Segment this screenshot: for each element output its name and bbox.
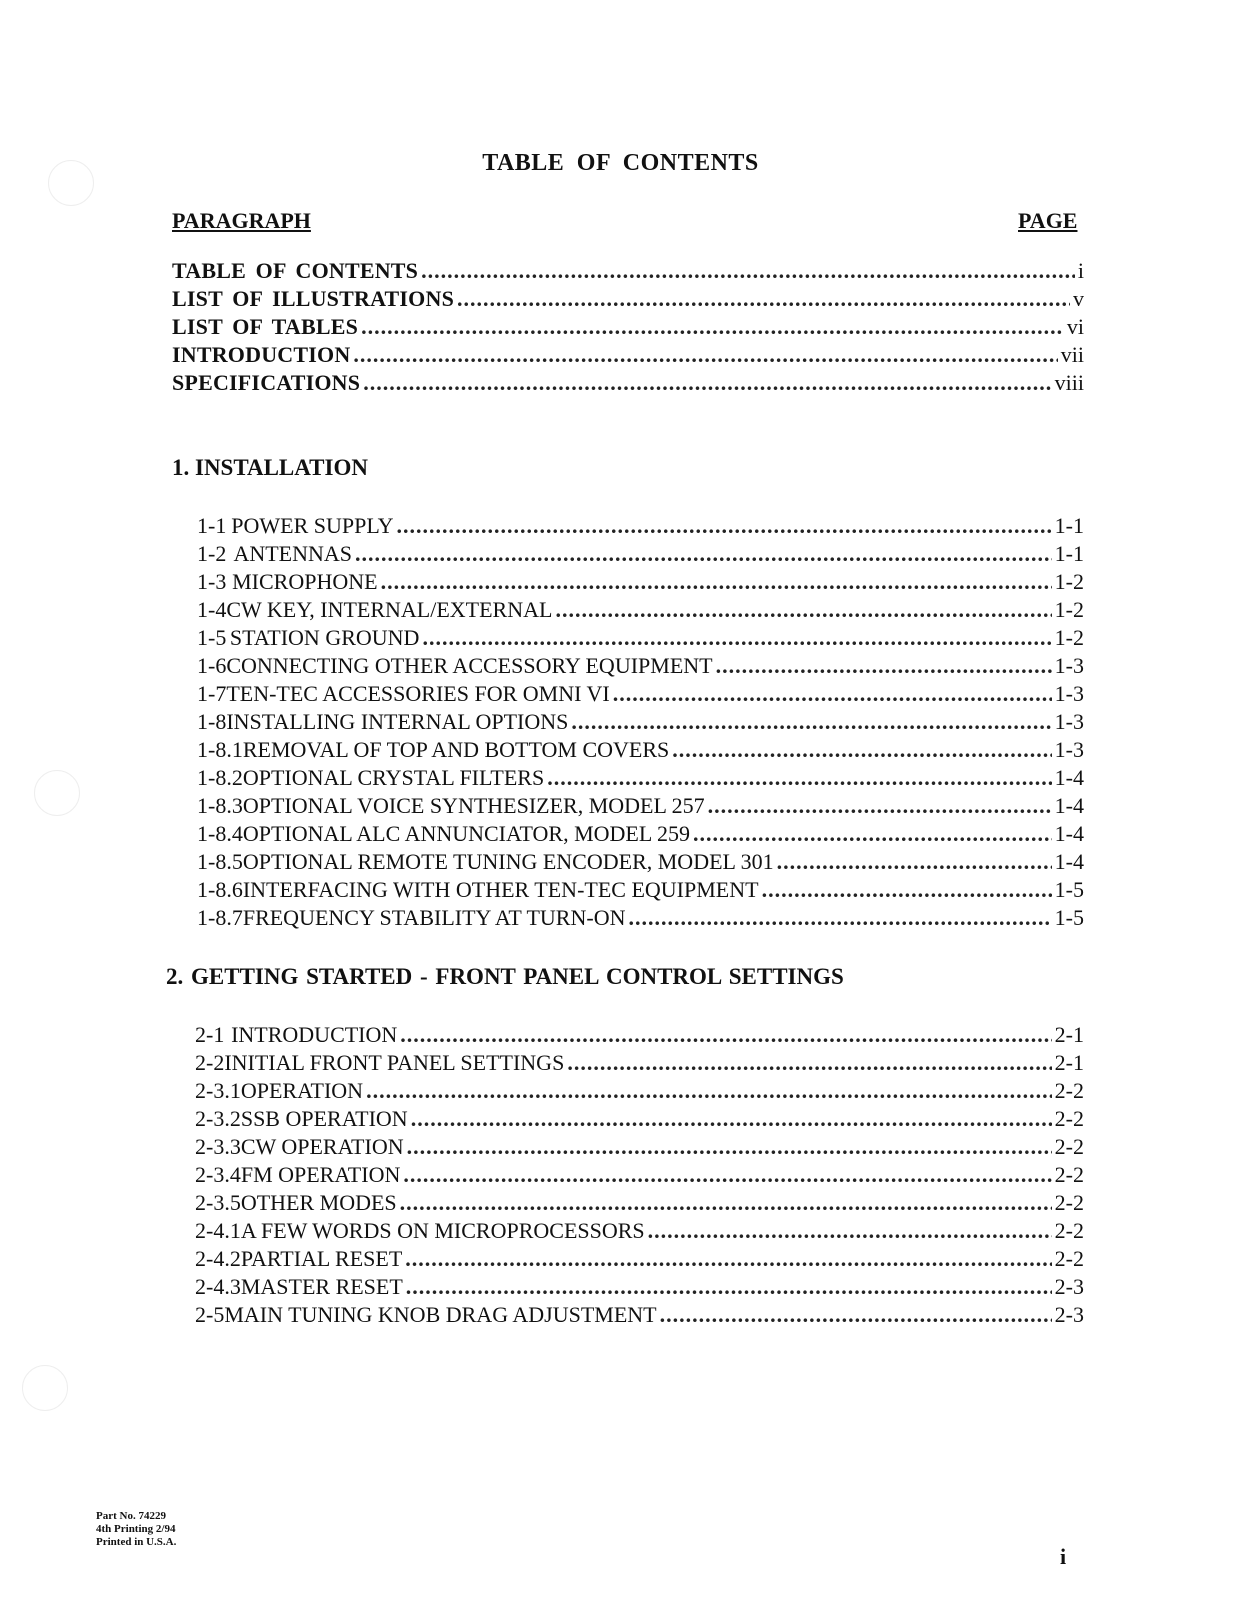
toc-entry[interactable]: [172, 370, 1084, 396]
entry-number: 2-3.2: [195, 1106, 241, 1131]
entry-page: v: [1073, 286, 1084, 311]
toc-entry[interactable]: [197, 849, 1084, 875]
entry-label: TABLE OF CONTENTS: [172, 258, 419, 283]
dot-leader: [403, 1162, 1051, 1188]
toc-entry[interactable]: [195, 1162, 1084, 1188]
dot-leader: [457, 286, 1070, 312]
entry-page: 1-5: [1054, 905, 1084, 930]
printed-in: Printed in U.S.A.: [96, 1536, 177, 1548]
dot-leader: [648, 1218, 1052, 1244]
entry-number: 2-4.2: [195, 1246, 241, 1271]
paragraph-column-header: PARAGRAPH: [172, 208, 311, 233]
entry-number: 1-8.2: [197, 765, 243, 790]
entry-page: 2-2: [1054, 1218, 1084, 1243]
part-number: Part No. 74229: [96, 1510, 166, 1522]
entry-page: vii: [1060, 342, 1084, 367]
entry-number: 1-8.1: [197, 737, 243, 762]
entry-label: CONNECTING OTHER ACCESSORY EQUIPMENT: [226, 653, 713, 678]
entry-page: 2-1: [1054, 1050, 1084, 1075]
dot-leader: [400, 1190, 1052, 1216]
toc-entry[interactable]: [195, 1218, 1084, 1244]
toc-entry[interactable]: [197, 653, 1084, 679]
toc-entry[interactable]: [195, 1190, 1084, 1216]
entry-page: 2-2: [1054, 1134, 1084, 1159]
entry-number: 1-2: [197, 541, 227, 566]
entry-page: 1-3: [1054, 681, 1084, 706]
entry-label: INTRODUCTION: [231, 1022, 398, 1047]
entry-number: 1-8: [197, 709, 227, 734]
entry-label: SSB OPERATION: [240, 1106, 408, 1131]
dot-leader: [355, 541, 1052, 567]
dot-leader: [613, 681, 1052, 707]
entry-page: vi: [1066, 314, 1084, 339]
entry-number: 1-4: [197, 597, 227, 622]
entry-number: 2-3.5: [195, 1190, 241, 1215]
dot-leader: [353, 342, 1057, 368]
entry-number: 1-5: [197, 625, 227, 650]
toc-entry[interactable]: [197, 905, 1084, 931]
section-heading: 1. INSTALLATION: [172, 455, 368, 480]
dot-leader: [708, 793, 1052, 819]
entry-page: 2-3: [1054, 1274, 1084, 1299]
entry-number: 1-6: [197, 653, 227, 678]
toc-entry[interactable]: [197, 737, 1084, 763]
entry-page: i: [1077, 258, 1084, 283]
dot-leader: [567, 1050, 1051, 1076]
entry-page: 1-5: [1054, 877, 1084, 902]
toc-entry[interactable]: [172, 314, 1084, 340]
entry-label: INTRODUCTION: [172, 342, 351, 367]
entry-label: STATION GROUND: [229, 625, 420, 650]
entry-number: 1-8.4: [197, 821, 243, 846]
entry-page: 1-3: [1054, 653, 1084, 678]
entry-number: 2-3.1: [195, 1078, 241, 1103]
dot-leader: [762, 877, 1052, 903]
entry-number: 2-3.4: [195, 1162, 241, 1187]
toc-entry[interactable]: [195, 1246, 1084, 1272]
dot-leader: [411, 1106, 1052, 1132]
toc-entry[interactable]: [195, 1106, 1084, 1132]
entry-label: INITIAL FRONT PANEL SETTINGS: [224, 1050, 565, 1075]
entry-number: 1-7: [197, 681, 227, 706]
page-number: i: [1060, 1544, 1067, 1569]
toc-entry[interactable]: [195, 1050, 1084, 1076]
entry-label: ANTENNAS: [233, 541, 352, 566]
entry-label: MASTER RESET: [240, 1274, 403, 1299]
entry-page: 1-1: [1054, 513, 1084, 538]
entry-label: OPTIONAL CRYSTAL FILTERS: [242, 765, 545, 790]
entry-label: INSTALLING INTERNAL OPTIONS: [226, 709, 569, 734]
entry-page: 1-3: [1054, 709, 1084, 734]
entry-label: PARTIAL RESET: [240, 1246, 403, 1271]
toc-entry[interactable]: [197, 793, 1084, 819]
toc-entry[interactable]: [195, 1022, 1084, 1048]
dot-leader: [693, 821, 1052, 847]
toc-entry[interactable]: [172, 286, 1084, 312]
entry-label: SPECIFICATIONS: [172, 370, 361, 395]
entry-page: 2-1: [1054, 1022, 1084, 1047]
toc-entry[interactable]: [197, 765, 1084, 791]
entry-page: 1-4: [1054, 849, 1084, 874]
toc-entry[interactable]: [195, 1302, 1084, 1328]
entry-page: 1-4: [1054, 765, 1084, 790]
toc-entry[interactable]: [197, 821, 1084, 847]
dot-leader: [421, 258, 1075, 284]
entry-number: 2-2: [195, 1050, 225, 1075]
toc-entry[interactable]: [172, 258, 1084, 284]
entry-page: 1-2: [1054, 569, 1084, 594]
dot-leader: [396, 513, 1051, 539]
printing-info: 4th Printing 2/94: [96, 1523, 176, 1535]
entry-page: 1-2: [1054, 597, 1084, 622]
toc-entry[interactable]: [197, 625, 1084, 651]
toc-entry[interactable]: [197, 513, 1084, 539]
entry-number: 1-8.3: [197, 793, 243, 818]
entry-number: 1-8.5: [197, 849, 243, 874]
dot-leader: [381, 569, 1052, 595]
entry-label: OPERATION: [240, 1078, 364, 1103]
dot-leader: [672, 737, 1051, 763]
dot-leader: [366, 1078, 1052, 1104]
entry-label: OPTIONAL REMOTE TUNING ENCODER, MODEL 301: [242, 849, 774, 874]
toc-entry[interactable]: [172, 342, 1084, 368]
dot-leader: [400, 1022, 1051, 1048]
entry-page: 1-1: [1054, 541, 1084, 566]
entry-label: TEN-TEC ACCESSORIES FOR OMNI VI: [226, 681, 610, 706]
entry-page: 2-3: [1054, 1302, 1084, 1327]
entry-label: FM OPERATION: [240, 1162, 401, 1187]
entry-page: 1-3: [1054, 737, 1084, 762]
entry-label: LIST OF ILLUSTRATIONS: [172, 286, 455, 311]
toc-entry[interactable]: [195, 1274, 1084, 1300]
entry-page: 2-2: [1054, 1162, 1084, 1187]
entry-number: 2-4.3: [195, 1274, 241, 1299]
entry-page: 2-2: [1054, 1106, 1084, 1131]
entry-number: 2-5: [195, 1302, 225, 1327]
entry-label: A FEW WORDS ON MICROPROCESSORS: [240, 1218, 645, 1243]
page-column-header: PAGE: [1018, 208, 1078, 233]
entry-label: MAIN TUNING KNOB DRAG ADJUSTMENT: [224, 1302, 657, 1327]
print-info: [96, 1510, 176, 1549]
entry-number: 1-8.7: [197, 905, 243, 930]
entry-number: 1-3: [197, 569, 227, 594]
toc-entry[interactable]: [197, 877, 1084, 903]
entry-page: 1-4: [1054, 821, 1084, 846]
entry-number: 2-3.3: [195, 1134, 241, 1159]
dot-leader: [571, 709, 1051, 735]
entry-label: CW KEY, INTERNAL/EXTERNAL: [226, 597, 553, 622]
dot-leader: [628, 905, 1051, 931]
dot-leader: [363, 370, 1051, 396]
entry-page: 2-2: [1054, 1190, 1084, 1215]
toc-entry[interactable]: [195, 1078, 1084, 1104]
dot-leader: [361, 314, 1064, 340]
toc-entry[interactable]: [197, 681, 1084, 707]
dot-leader: [777, 849, 1052, 875]
entry-label: POWER SUPPLY: [231, 513, 394, 538]
entry-number: 2-1: [195, 1022, 225, 1047]
entry-label: REMOVAL OF TOP AND BOTTOM COVERS: [242, 737, 670, 762]
dot-leader: [405, 1246, 1051, 1272]
entry-label: OTHER MODES: [240, 1190, 397, 1215]
punch-hole-mark: [22, 1365, 68, 1411]
section-heading: 2. GETTING STARTED - FRONT PANEL CONTROL SETTINGS: [166, 964, 844, 989]
toc-entry[interactable]: [195, 1134, 1084, 1160]
dot-leader: [407, 1134, 1052, 1160]
dot-leader: [422, 625, 1051, 651]
toc-entry[interactable]: [197, 541, 1084, 567]
entry-label: FREQUENCY STABILITY AT TURN-ON: [242, 905, 626, 930]
entry-label: LIST OF TABLES: [172, 314, 359, 339]
entry-number: 1-8.6: [197, 877, 243, 902]
toc-entry[interactable]: [197, 709, 1084, 735]
entry-label: MICROPHONE: [232, 569, 378, 594]
entry-page: 1-4: [1054, 793, 1084, 818]
entry-page: 1-2: [1054, 625, 1084, 650]
dot-leader: [716, 653, 1052, 679]
punch-hole-mark: [34, 770, 80, 816]
dot-leader: [555, 597, 1051, 623]
entry-page: 2-2: [1054, 1246, 1084, 1271]
entry-label: CW OPERATION: [240, 1134, 404, 1159]
toc-entry[interactable]: [197, 597, 1084, 623]
entry-label: OPTIONAL VOICE SYNTHESIZER, MODEL 257: [242, 793, 705, 818]
entry-page: viii: [1054, 370, 1084, 395]
entry-page: 2-2: [1054, 1078, 1084, 1103]
toc-entry[interactable]: [197, 569, 1084, 595]
entry-label: INTERFACING WITH OTHER TEN-TEC EQUIPMENT: [242, 877, 759, 902]
entry-number: 2-4.1: [195, 1218, 241, 1243]
entry-number: 1-1: [197, 513, 227, 538]
dot-leader: [406, 1274, 1052, 1300]
page-title: TABLE OF CONTENTS: [482, 150, 759, 176]
dot-leader: [660, 1302, 1052, 1328]
entry-label: OPTIONAL ALC ANNUNCIATOR, MODEL 259: [242, 821, 690, 846]
dot-leader: [547, 765, 1051, 791]
